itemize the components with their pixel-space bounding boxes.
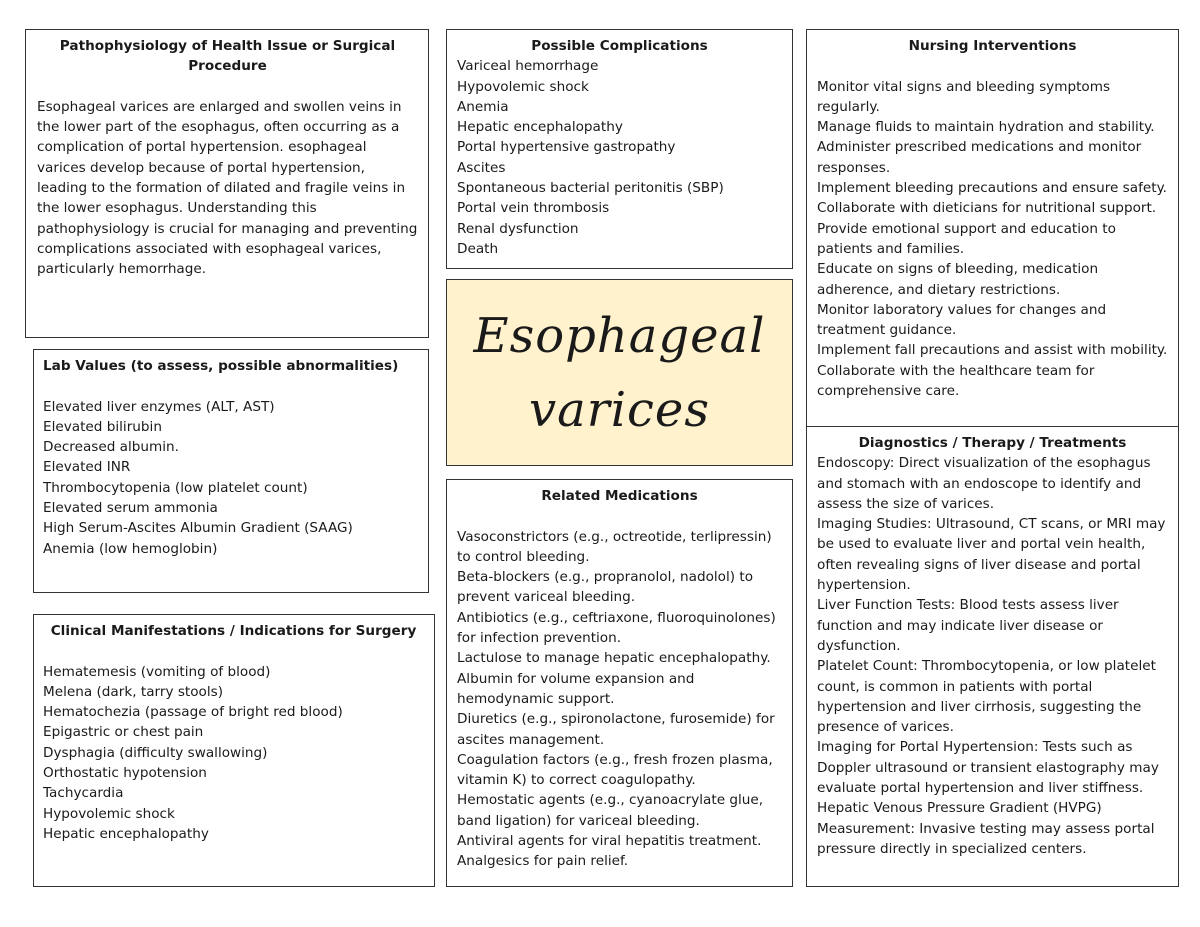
- clinical-item: Epigastric or chest pain: [43, 724, 204, 741]
- nursing-item: Monitor laboratory values for changes and treatment guidance.: [817, 301, 1107, 339]
- clinical-item: Melena (dark, tarry stools): [43, 683, 224, 700]
- medication-item: Beta-blockers (e.g., propranolol, nadolol) to prevent variceal bleeding.: [457, 569, 754, 606]
- title-line-1: Esophageal: [473, 307, 766, 364]
- lab-value-item: High Serum-Ascites Albumin Gradient (SAAG): [43, 520, 353, 537]
- complication-item: Anemia: [457, 98, 509, 115]
- clinical-manifestations-box: [33, 614, 435, 887]
- medication-item: Antiviral agents for viral hepatitis treatment.: [457, 833, 762, 850]
- lab-value-item: Elevated INR: [43, 459, 131, 476]
- nursing-item: Implement bleeding precautions and ensure safety.: [817, 180, 1168, 197]
- diagnostic-item: Imaging for Portal Hypertension: Tests such as Doppler ultrasound or transient elastography may evaluate portal hypertension and liver stiffness.: [817, 739, 1159, 797]
- complication-item: Portal hypertensive gastropathy: [457, 139, 676, 156]
- lab-value-item: Decreased albumin.: [43, 439, 179, 456]
- lab-value-item: Thrombocytopenia (low platelet count): [43, 479, 308, 496]
- medications-list: [457, 527, 782, 872]
- nursing-interventions-list: [817, 77, 1168, 402]
- complication-item: Variceal hemorrhage: [457, 58, 599, 75]
- complications-heading: Possible Complications: [531, 38, 708, 54]
- nursing-interventions-box: [806, 29, 1179, 427]
- pathophysiology-text: Esophageal varices are enlarged and swollen veins in the lower part of the esophagus, often occurring as a complication of portal hypertension. esophageal varices develop because of portal hypertension, leading to the formation of dilated and fragile veins in the lower esophagus. Understanding this pathophysiology is crucial for managing and preventing complications associated with esophageal varices, particularly hemorrhage.: [37, 98, 418, 278]
- title-card: [446, 279, 793, 466]
- clinical-manifestations-heading: Clinical Manifestations / Indications for Surgery: [50, 623, 417, 639]
- diagnostic-item: Platelet Count: Thrombocytopenia, or low platelet count, is common in patients with portal hypertension and liver cirrhosis, suggesting the presence of varices.: [817, 658, 1156, 736]
- nursing-item: Collaborate with dieticians for nutritional support.: [817, 200, 1157, 217]
- lab-value-item: Anemia (low hemoglobin): [43, 540, 218, 557]
- clinical-manifestations-list: [43, 662, 424, 845]
- nursing-item: Implement fall precautions and assist with mobility.: [817, 342, 1168, 359]
- clinical-item: Dysphagia (difficulty swallowing): [43, 744, 268, 761]
- diagnostics-list: [817, 453, 1168, 859]
- complication-item: Ascites: [457, 159, 506, 176]
- complication-item: Hypovolemic shock: [457, 78, 589, 95]
- medication-item: Albumin for volume expansion and hemodynamic support.: [457, 670, 695, 707]
- medication-item: Diuretics (e.g., spironolactone, furosemide) for ascites management.: [457, 711, 775, 748]
- complication-item: Hepatic encephalopathy: [457, 119, 623, 136]
- diagnostic-item: Hepatic Venous Pressure Gradient (HVPG) Measurement: Invasive testing may assess portal pressure directly in specialized centers.: [817, 800, 1155, 857]
- diagnostics-box: [806, 426, 1179, 887]
- medication-item: Hemostatic agents (e.g., cyanoacrylate glue, band ligation) for variceal bleeding.: [457, 792, 764, 829]
- medication-item: Lactulose to manage hepatic encephalopathy.: [457, 650, 771, 667]
- pathophysiology-box: [25, 29, 429, 338]
- diagnostics-heading: Diagnostics / Therapy / Treatments: [858, 435, 1127, 451]
- clinical-item: Tachycardia: [43, 785, 124, 802]
- nursing-item: Educate on signs of bleeding, medication adherence, and dietary restrictions.: [817, 261, 1099, 298]
- lab-values-list: [43, 397, 418, 559]
- diagnostic-item: Imaging Studies: Ultrasound, CT scans, or MRI may be used to evaluate liver and portal vein health, often revealing signs of liver disease and portal hypertension.: [817, 516, 1166, 594]
- lab-values-box: [33, 349, 429, 593]
- medication-item: Antibiotics (e.g., ceftriaxone, fluoroquinolones) for infection prevention.: [457, 609, 776, 647]
- lab-value-item: Elevated bilirubin: [43, 418, 162, 435]
- medications-heading: Related Medications: [541, 488, 698, 504]
- complication-item: Spontaneous bacterial peritonitis (SBP): [457, 180, 724, 197]
- medication-item: Analgesics for pain relief.: [457, 853, 629, 870]
- diagnostic-item: Endoscopy: Direct visualization of the esophagus and stomach with an endoscope to identify and assess the size of varices.: [817, 455, 1151, 512]
- medication-item: Coagulation factors (e.g., fresh frozen plasma, vitamin K) to correct coagulopathy.: [457, 751, 773, 789]
- complications-box: [446, 29, 793, 269]
- title-line-2: varices: [529, 381, 710, 438]
- clinical-item: Hepatic encephalopathy: [43, 825, 209, 842]
- nursing-item: Provide emotional support and education to patients and families.: [817, 220, 1116, 257]
- lab-value-item: Elevated liver enzymes (ALT, AST): [43, 398, 275, 415]
- complication-item: Renal dysfunction: [457, 220, 579, 237]
- nursing-item: Collaborate with the healthcare team for comprehensive care.: [817, 362, 1095, 400]
- nursing-item: Manage fluids to maintain hydration and stability.: [817, 119, 1155, 136]
- clinical-item: Hypovolemic shock: [43, 805, 175, 822]
- complication-item: Death: [457, 240, 499, 257]
- clinical-item: Orthostatic hypotension: [43, 765, 207, 782]
- lab-value-item: Elevated serum ammonia: [43, 500, 218, 517]
- medications-box: [446, 479, 793, 887]
- complication-item: Portal vein thrombosis: [457, 200, 610, 217]
- nursing-item: Monitor vital signs and bleeding symptoms regularly.: [817, 78, 1111, 115]
- clinical-item: Hematochezia (passage of bright red blood): [43, 704, 343, 721]
- page-title: [474, 299, 766, 447]
- nursing-item: Administer prescribed medications and monitor responses.: [817, 139, 1142, 176]
- pathophysiology-heading: Pathophysiology of Health Issue or Surgical Procedure: [59, 38, 396, 75]
- complications-list: [457, 56, 782, 259]
- nursing-interventions-heading: Nursing Interventions: [908, 38, 1077, 54]
- medication-item: Vasoconstrictors (e.g., octreotide, terlipressin) to control bleeding.: [457, 528, 772, 565]
- diagnostic-item: Liver Function Tests: Blood tests assess liver function and may indicate liver disease or dysfunction.: [817, 597, 1119, 654]
- lab-values-heading: Lab Values (to assess, possible abnormalities): [43, 358, 399, 374]
- clinical-item: Hematemesis (vomiting of blood): [43, 663, 271, 680]
